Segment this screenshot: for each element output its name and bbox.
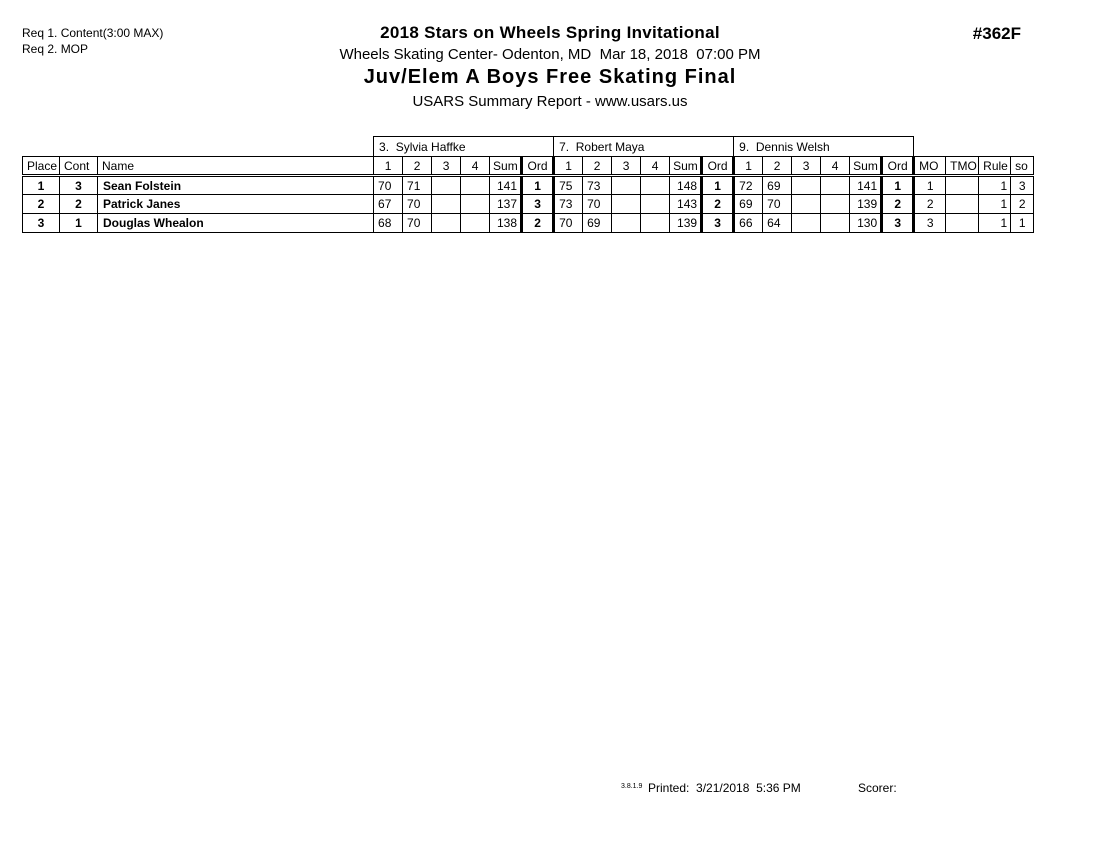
requirement-2: Req 2. MOP (22, 42, 89, 56)
ord-cell: 1 (702, 176, 734, 195)
mo-cell: 1 (914, 176, 946, 195)
col-header-name: Name (98, 157, 374, 176)
score-cell: 66 (734, 214, 763, 233)
col-header-tmo: TMO (946, 157, 979, 176)
sum-cell: 141 (490, 176, 522, 195)
sum-cell: 130 (850, 214, 882, 233)
ord-cell: 3 (882, 214, 914, 233)
ord-cell: 3 (702, 214, 734, 233)
col-header-place: Place (23, 157, 60, 176)
col-header-j1-2: 2 (403, 157, 432, 176)
cont-cell: 2 (60, 195, 98, 214)
cont-cell: 1 (60, 214, 98, 233)
place-cell: 1 (23, 176, 60, 195)
scorer-label: Scorer: (858, 781, 897, 795)
judge-1-name: 3. Sylvia Haffke (374, 137, 554, 157)
mo-cell: 2 (914, 195, 946, 214)
score-cell: 69 (763, 176, 792, 195)
score-cell (432, 214, 461, 233)
score-cell: 70 (583, 195, 612, 214)
col-header-j2-ord: Ord (702, 157, 734, 176)
sum-cell: 137 (490, 195, 522, 214)
sum-cell: 148 (670, 176, 702, 195)
col-header-j1-4: 4 (461, 157, 490, 176)
score-cell: 67 (374, 195, 403, 214)
col-header-j3-3: 3 (792, 157, 821, 176)
sum-cell: 139 (850, 195, 882, 214)
cont-cell: 3 (60, 176, 98, 195)
software-version: 3.8.1.9 (621, 783, 643, 790)
ord-cell: 3 (522, 195, 554, 214)
ord-cell: 1 (882, 176, 914, 195)
col-header-j2-3: 3 (612, 157, 641, 176)
col-header-j1-sum: Sum (490, 157, 522, 176)
skater-name-cell: Patrick Janes (98, 195, 374, 214)
score-cell (432, 195, 461, 214)
judge-header-row (23, 137, 1034, 157)
rule-cell: 1 (979, 195, 1011, 214)
col-header-j2-4: 4 (641, 157, 670, 176)
so-cell: 1 (1011, 214, 1034, 233)
table-row (23, 195, 1034, 214)
results-table (22, 136, 1034, 233)
score-cell (461, 195, 490, 214)
score-cell (821, 176, 850, 195)
requirement-1: Req 1. Content(3:00 MAX) (22, 26, 164, 40)
col-header-so: so (1011, 157, 1034, 176)
col-header-j2-sum: Sum (670, 157, 702, 176)
rule-cell: 1 (979, 214, 1011, 233)
score-cell (641, 195, 670, 214)
ord-cell: 2 (702, 195, 734, 214)
col-header-j3-sum: Sum (850, 157, 882, 176)
score-cell: 73 (583, 176, 612, 195)
col-header-j3-1: 1 (734, 157, 763, 176)
col-header-rule: Rule (979, 157, 1011, 176)
so-cell: 2 (1011, 195, 1034, 214)
col-header-j2-2: 2 (583, 157, 612, 176)
venue-date-line: Wheels Skating Center- Odenton, MD Mar 18, 2018 07:00 PM (339, 46, 761, 63)
skater-name-cell: Douglas Whealon (98, 214, 374, 233)
tmo-cell (946, 214, 979, 233)
score-cell: 70 (554, 214, 583, 233)
column-header-row (23, 157, 1034, 176)
ord-cell: 2 (882, 195, 914, 214)
place-cell: 2 (23, 195, 60, 214)
rule-cell: 1 (979, 176, 1011, 195)
judge-3-name: 9. Dennis Welsh (734, 137, 914, 157)
score-cell: 70 (763, 195, 792, 214)
score-cell: 71 (403, 176, 432, 195)
score-cell (792, 176, 821, 195)
score-cell (641, 214, 670, 233)
ord-cell: 1 (522, 176, 554, 195)
score-cell: 70 (403, 214, 432, 233)
score-cell (612, 176, 641, 195)
col-header-j1-3: 3 (432, 157, 461, 176)
judge-2-name: 7. Robert Maya (554, 137, 734, 157)
score-cell (821, 214, 850, 233)
table-row (23, 176, 1034, 195)
score-cell: 73 (554, 195, 583, 214)
sum-cell: 139 (670, 214, 702, 233)
mo-cell: 3 (914, 214, 946, 233)
col-header-j2-1: 1 (554, 157, 583, 176)
score-cell: 69 (734, 195, 763, 214)
score-cell: 70 (374, 176, 403, 195)
score-cell: 70 (403, 195, 432, 214)
col-header-j1-ord: Ord (522, 157, 554, 176)
event-title: Juv/Elem A Boys Free Skating Final (363, 66, 737, 88)
col-header-cont: Cont (60, 157, 98, 176)
score-cell: 72 (734, 176, 763, 195)
col-header-j3-ord: Ord (882, 157, 914, 176)
col-header-j3-4: 4 (821, 157, 850, 176)
competition-title: 2018 Stars on Wheels Spring Invitational (380, 23, 720, 42)
tmo-cell (946, 195, 979, 214)
judge-row-left-spacer (23, 137, 374, 157)
event-number: #362F (972, 24, 1021, 43)
so-cell: 3 (1011, 176, 1034, 195)
report-type-line: USARS Summary Report - www.usars.us (412, 93, 688, 110)
ord-cell: 2 (522, 214, 554, 233)
score-cell (432, 176, 461, 195)
results-table-container (22, 136, 1034, 233)
sum-cell: 138 (490, 214, 522, 233)
score-cell (461, 214, 490, 233)
judge-row-right-spacer (914, 137, 1034, 157)
score-cell (461, 176, 490, 195)
tmo-cell (946, 176, 979, 195)
score-cell (792, 195, 821, 214)
score-cell (612, 195, 641, 214)
score-cell: 68 (374, 214, 403, 233)
score-cell: 64 (763, 214, 792, 233)
col-header-j3-2: 2 (763, 157, 792, 176)
score-cell: 75 (554, 176, 583, 195)
score-cell (821, 195, 850, 214)
score-cell (612, 214, 641, 233)
col-header-j1-1: 1 (374, 157, 403, 176)
col-header-mo: MO (914, 157, 946, 176)
score-cell: 69 (583, 214, 612, 233)
printed-timestamp: Printed: 3/21/2018 5:36 PM (648, 781, 801, 795)
sum-cell: 143 (670, 195, 702, 214)
table-row (23, 214, 1034, 233)
skater-name-cell: Sean Folstein (98, 176, 374, 195)
sum-cell: 141 (850, 176, 882, 195)
score-cell (641, 176, 670, 195)
score-cell (792, 214, 821, 233)
title-block (0, 23, 1100, 110)
place-cell: 3 (23, 214, 60, 233)
